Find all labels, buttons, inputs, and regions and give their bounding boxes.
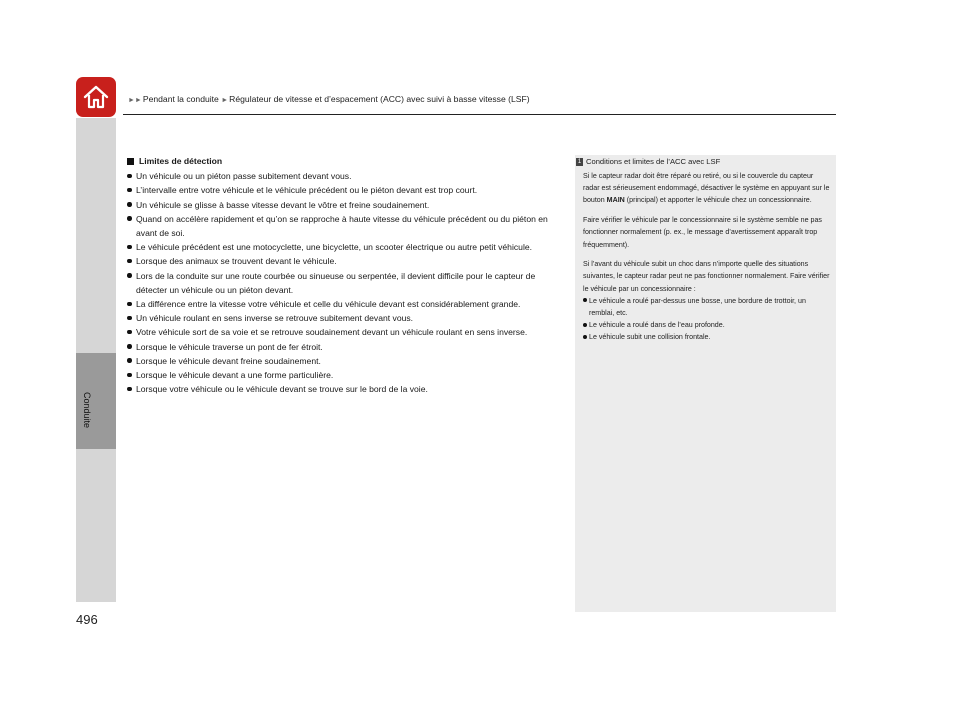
note-paragraph: Faire vérifier le véhicule par le concessionnaire si le système semble ne pas fonctionner normalement (p. ex., le message d’avertissement apparaît trop fréquemment). (583, 216, 822, 249)
list-item: Lorsque le véhicule devant freine soudainement. (127, 354, 559, 368)
note-list (583, 295, 830, 344)
note-p1-end: (principal) et apporter le véhicule chez un concessionnaire. (624, 196, 812, 205)
sidebar-tab-label: Conduite (82, 392, 92, 429)
note-number-badge: 1 (577, 158, 582, 165)
list-item: La différence entre la vitesse votre véhicule et celle du véhicule devant est considérablement grande. (127, 297, 559, 311)
note-paragraph: Si l’avant du véhicule subit un choc dans n’importe quelle des situations suivantes, le capteur radar peut ne pas fonctionner normalement. Faire vérifier le véhicule par un concessionnaire : (583, 260, 830, 293)
note-heading (576, 157, 830, 166)
breadcrumb-item-acc[interactable]: Régulateur de vitesse et d’espacement (ACC) avec suivi à basse vitesse (LSF) (229, 94, 530, 104)
home-button[interactable] (76, 77, 116, 117)
note-paragraph (583, 170, 830, 207)
note-body (576, 170, 830, 344)
side-note (576, 157, 830, 344)
breadcrumb (128, 94, 530, 104)
note-list-item: Le véhicule a roulé dans de l’eau profonde. (583, 319, 830, 331)
list-item: Lorsque le véhicule traverse un pont de fer étroit. (127, 340, 559, 354)
list-item: Lorsque votre véhicule ou le véhicule devant se trouve sur le bord de la voie. (127, 382, 559, 396)
square-bullet-icon (127, 158, 134, 165)
note-list-item: Le véhicule a roulé par-dessus une bosse, une bordure de trottoir, un remblai, etc. (583, 295, 830, 319)
note-list-item: Le véhicule subit une collision frontale. (583, 331, 830, 343)
section-title: Limites de détection (139, 156, 223, 166)
list-item: Lorsque le véhicule devant a une forme particulière. (127, 368, 559, 382)
main-button-label: MAIN (606, 196, 625, 205)
list-item: Un véhicule ou un piéton passe subitement devant vous. (127, 169, 559, 183)
list-item: Un véhicule roulant en sens inverse se retrouve subitement devant vous. (127, 311, 559, 325)
list-item: Lorsque des animaux se trouvent devant le véhicule. (127, 254, 559, 268)
home-icon (82, 83, 110, 111)
header-divider (123, 114, 836, 115)
triangle-right-icon: ► (221, 97, 229, 104)
list-item: Votre véhicule sort de sa voie et se retrouve soudainement devant un véhicule roulant en sens inverse. (127, 325, 559, 339)
list-item: Lors de la conduite sur une route courbée ou sinueuse ou serpentée, il devient difficile pour le capteur de détecter un véhicule ou un piéton devant. (127, 269, 559, 297)
breadcrumb-item-driving[interactable]: Pendant la conduite (142, 94, 219, 104)
list-item: L’intervalle entre votre véhicule et le véhicule précédent ou le piéton devant est trop court. (127, 183, 559, 197)
main-content (127, 154, 559, 396)
page-number: 496 (76, 612, 98, 627)
list-item: Le véhicule précédent est une motocyclette, une bicyclette, un scooter électrique ou autre petit véhicule. (127, 240, 559, 254)
section-heading (127, 154, 559, 168)
note-title: Conditions et limites de l’ACC avec LSF (586, 157, 721, 166)
list-item: Quand on accélère rapidement et qu’on se rapproche à haute vitesse du véhicule précédent ou du piéton en avant de soi. (127, 212, 559, 240)
detection-limits-list (127, 169, 559, 396)
note-p1-start: Si le capteur radar doit être réparé ou retiré, ou si le couvercle du capteur radar est sérieusement endommagé, désactiver le système en appuyant sur le bouton (583, 172, 830, 205)
list-item: Un véhicule se glisse à basse vitesse devant le vôtre et freine soudainement. (127, 198, 559, 212)
triangle-right-icon: ►► (128, 97, 142, 104)
